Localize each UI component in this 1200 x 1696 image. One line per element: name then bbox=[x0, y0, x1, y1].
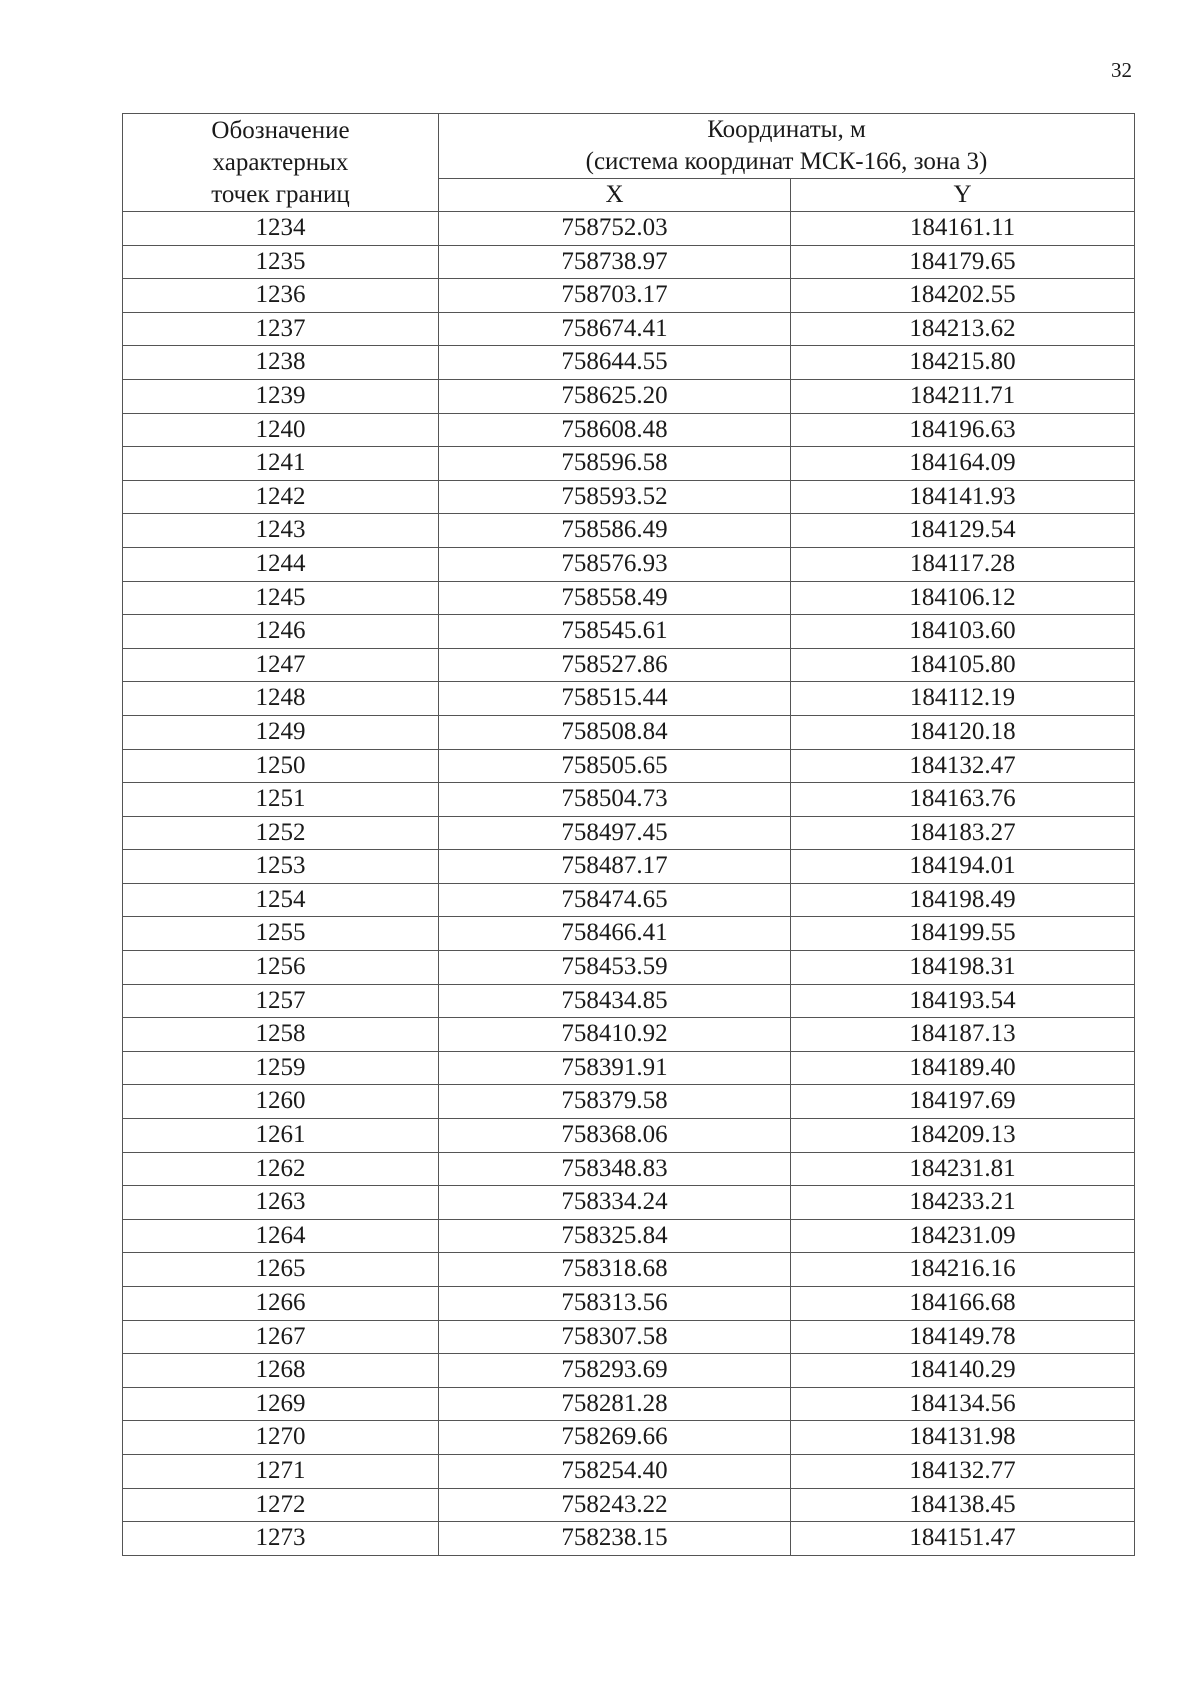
table-row bbox=[123, 514, 1135, 548]
y-coordinate-cell: 184233.21 bbox=[791, 1186, 1135, 1220]
point-header-line-2: характерных bbox=[212, 148, 349, 176]
table-row bbox=[123, 1320, 1135, 1354]
table-row bbox=[123, 346, 1135, 380]
coordinates-header-line-1: Координаты, м bbox=[707, 116, 866, 143]
y-coordinate-cell: 184194.01 bbox=[791, 850, 1135, 884]
point-id-cell: 1261 bbox=[123, 1119, 439, 1153]
y-column-header: Y bbox=[791, 179, 1135, 212]
y-coordinate-cell: 184106.12 bbox=[791, 581, 1135, 615]
table-row bbox=[123, 850, 1135, 884]
y-coordinate-cell: 184141.93 bbox=[791, 480, 1135, 514]
point-id-cell: 1270 bbox=[123, 1421, 439, 1455]
point-id-cell: 1264 bbox=[123, 1219, 439, 1253]
x-coordinate-cell: 758238.15 bbox=[439, 1522, 791, 1556]
table-row bbox=[123, 312, 1135, 346]
point-id-cell: 1272 bbox=[123, 1488, 439, 1522]
y-coordinate-cell: 184198.31 bbox=[791, 951, 1135, 985]
table-row bbox=[123, 749, 1135, 783]
y-coordinate-cell: 184187.13 bbox=[791, 1018, 1135, 1052]
table-row bbox=[123, 984, 1135, 1018]
table-row bbox=[123, 1253, 1135, 1287]
table-row bbox=[123, 783, 1135, 817]
point-id-cell: 1258 bbox=[123, 1018, 439, 1052]
x-coordinate-cell: 758410.92 bbox=[439, 1018, 791, 1052]
coordinates-header-line-2: (система координат МСК-166, зона 3) bbox=[585, 148, 988, 175]
table-row bbox=[123, 1287, 1135, 1321]
y-coordinate-cell: 184213.62 bbox=[791, 312, 1135, 346]
point-id-cell: 1268 bbox=[123, 1354, 439, 1388]
y-coordinate-cell: 184198.49 bbox=[791, 883, 1135, 917]
x-coordinate-cell: 758596.58 bbox=[439, 447, 791, 481]
y-coordinate-cell: 184197.69 bbox=[791, 1085, 1135, 1119]
page-number: 32 bbox=[1111, 58, 1132, 82]
point-id-cell: 1266 bbox=[123, 1287, 439, 1321]
point-header-line-3: точек границ bbox=[211, 180, 350, 208]
table-row bbox=[123, 581, 1135, 615]
point-id-cell: 1269 bbox=[123, 1387, 439, 1421]
point-id-cell: 1244 bbox=[123, 547, 439, 581]
x-coordinate-cell: 758586.49 bbox=[439, 514, 791, 548]
table-row bbox=[123, 883, 1135, 917]
table-row bbox=[123, 951, 1135, 985]
point-id-cell: 1260 bbox=[123, 1085, 439, 1119]
y-coordinate-cell: 184129.54 bbox=[791, 514, 1135, 548]
y-coordinate-cell: 184103.60 bbox=[791, 615, 1135, 649]
x-coordinate-cell: 758313.56 bbox=[439, 1287, 791, 1321]
table-row bbox=[123, 1018, 1135, 1052]
table-row bbox=[123, 379, 1135, 413]
x-coordinate-cell: 758593.52 bbox=[439, 480, 791, 514]
coordinates-header bbox=[439, 114, 1135, 179]
point-id-cell: 1257 bbox=[123, 984, 439, 1018]
x-coordinate-cell: 758505.65 bbox=[439, 749, 791, 783]
table-row bbox=[123, 1051, 1135, 1085]
x-coordinate-cell: 758434.85 bbox=[439, 984, 791, 1018]
x-coordinate-cell: 758254.40 bbox=[439, 1454, 791, 1488]
x-coordinate-cell: 758453.59 bbox=[439, 951, 791, 985]
table-row bbox=[123, 615, 1135, 649]
x-coordinate-cell: 758474.65 bbox=[439, 883, 791, 917]
point-id-cell: 1263 bbox=[123, 1186, 439, 1220]
y-coordinate-cell: 184161.11 bbox=[791, 212, 1135, 246]
table-row bbox=[123, 1454, 1135, 1488]
x-coordinate-cell: 758508.84 bbox=[439, 715, 791, 749]
table-row bbox=[123, 715, 1135, 749]
point-id-cell: 1251 bbox=[123, 783, 439, 817]
point-id-cell: 1234 bbox=[123, 212, 439, 246]
y-coordinate-cell: 184163.76 bbox=[791, 783, 1135, 817]
point-id-cell: 1248 bbox=[123, 682, 439, 716]
point-id-cell: 1243 bbox=[123, 514, 439, 548]
table-body bbox=[123, 212, 1135, 1556]
y-coordinate-cell: 184231.81 bbox=[791, 1152, 1135, 1186]
table-row bbox=[123, 1085, 1135, 1119]
x-column-header: X bbox=[439, 179, 791, 212]
x-coordinate-cell: 758752.03 bbox=[439, 212, 791, 246]
x-coordinate-cell: 758325.84 bbox=[439, 1219, 791, 1253]
x-coordinate-cell: 758515.44 bbox=[439, 682, 791, 716]
y-coordinate-cell: 184179.65 bbox=[791, 245, 1135, 279]
point-id-cell: 1241 bbox=[123, 447, 439, 481]
point-id-cell: 1259 bbox=[123, 1051, 439, 1085]
table-row bbox=[123, 1421, 1135, 1455]
y-coordinate-cell: 184216.16 bbox=[791, 1253, 1135, 1287]
x-coordinate-cell: 758487.17 bbox=[439, 850, 791, 884]
y-coordinate-cell: 184211.71 bbox=[791, 379, 1135, 413]
y-coordinate-cell: 184149.78 bbox=[791, 1320, 1135, 1354]
point-id-cell: 1262 bbox=[123, 1152, 439, 1186]
y-coordinate-cell: 184196.63 bbox=[791, 413, 1135, 447]
point-id-cell: 1238 bbox=[123, 346, 439, 380]
table-row bbox=[123, 816, 1135, 850]
x-coordinate-cell: 758379.58 bbox=[439, 1085, 791, 1119]
table-row bbox=[123, 413, 1135, 447]
x-coordinate-cell: 758625.20 bbox=[439, 379, 791, 413]
x-coordinate-cell: 758334.24 bbox=[439, 1186, 791, 1220]
y-coordinate-cell: 184209.13 bbox=[791, 1119, 1135, 1153]
y-coordinate-cell: 184117.28 bbox=[791, 547, 1135, 581]
point-id-cell: 1253 bbox=[123, 850, 439, 884]
y-coordinate-cell: 184131.98 bbox=[791, 1421, 1135, 1455]
table-row bbox=[123, 279, 1135, 313]
y-coordinate-cell: 184138.45 bbox=[791, 1488, 1135, 1522]
x-coordinate-cell: 758576.93 bbox=[439, 547, 791, 581]
table-row bbox=[123, 682, 1135, 716]
x-coordinate-cell: 758674.41 bbox=[439, 312, 791, 346]
point-id-cell: 1242 bbox=[123, 480, 439, 514]
y-coordinate-cell: 184193.54 bbox=[791, 984, 1135, 1018]
table-header-row bbox=[123, 114, 1135, 179]
x-coordinate-cell: 758307.58 bbox=[439, 1320, 791, 1354]
y-coordinate-cell: 184134.56 bbox=[791, 1387, 1135, 1421]
x-coordinate-cell: 758269.66 bbox=[439, 1421, 791, 1455]
table-row bbox=[123, 917, 1135, 951]
point-id-cell: 1249 bbox=[123, 715, 439, 749]
x-coordinate-cell: 758318.68 bbox=[439, 1253, 791, 1287]
table-row bbox=[123, 1488, 1135, 1522]
x-coordinate-cell: 758391.91 bbox=[439, 1051, 791, 1085]
y-coordinate-cell: 184164.09 bbox=[791, 447, 1135, 481]
x-coordinate-cell: 758348.83 bbox=[439, 1152, 791, 1186]
table-row bbox=[123, 1219, 1135, 1253]
x-coordinate-cell: 758466.41 bbox=[439, 917, 791, 951]
y-coordinate-cell: 184231.09 bbox=[791, 1219, 1135, 1253]
point-id-cell: 1246 bbox=[123, 615, 439, 649]
y-coordinate-cell: 184166.68 bbox=[791, 1287, 1135, 1321]
y-coordinate-cell: 184112.19 bbox=[791, 682, 1135, 716]
table-row bbox=[123, 1522, 1135, 1556]
x-coordinate-cell: 758545.61 bbox=[439, 615, 791, 649]
point-designation-header bbox=[123, 114, 439, 212]
point-header-line-1: Обозначение bbox=[211, 116, 350, 144]
table-row bbox=[123, 1354, 1135, 1388]
x-coordinate-cell: 758738.97 bbox=[439, 245, 791, 279]
y-coordinate-cell: 184199.55 bbox=[791, 917, 1135, 951]
y-coordinate-cell: 184105.80 bbox=[791, 648, 1135, 682]
y-coordinate-cell: 184120.18 bbox=[791, 715, 1135, 749]
x-coordinate-cell: 758644.55 bbox=[439, 346, 791, 380]
point-id-cell: 1235 bbox=[123, 245, 439, 279]
x-coordinate-cell: 758703.17 bbox=[439, 279, 791, 313]
table-row bbox=[123, 1152, 1135, 1186]
point-id-cell: 1267 bbox=[123, 1320, 439, 1354]
point-id-cell: 1247 bbox=[123, 648, 439, 682]
y-coordinate-cell: 184132.47 bbox=[791, 749, 1135, 783]
y-coordinate-cell: 184215.80 bbox=[791, 346, 1135, 380]
x-coordinate-cell: 758504.73 bbox=[439, 783, 791, 817]
y-coordinate-cell: 184151.47 bbox=[791, 1522, 1135, 1556]
x-coordinate-cell: 758527.86 bbox=[439, 648, 791, 682]
x-coordinate-cell: 758243.22 bbox=[439, 1488, 791, 1522]
y-coordinate-cell: 184189.40 bbox=[791, 1051, 1135, 1085]
point-id-cell: 1255 bbox=[123, 917, 439, 951]
table-row bbox=[123, 648, 1135, 682]
y-coordinate-cell: 184202.55 bbox=[791, 279, 1135, 313]
point-id-cell: 1273 bbox=[123, 1522, 439, 1556]
table-row bbox=[123, 1119, 1135, 1153]
table-row bbox=[123, 547, 1135, 581]
x-coordinate-cell: 758281.28 bbox=[439, 1387, 791, 1421]
x-coordinate-cell: 758293.69 bbox=[439, 1354, 791, 1388]
table-row bbox=[123, 447, 1135, 481]
x-coordinate-cell: 758368.06 bbox=[439, 1119, 791, 1153]
table-row bbox=[123, 1186, 1135, 1220]
table-row bbox=[123, 212, 1135, 246]
y-coordinate-cell: 184183.27 bbox=[791, 816, 1135, 850]
point-id-cell: 1240 bbox=[123, 413, 439, 447]
y-coordinate-cell: 184140.29 bbox=[791, 1354, 1135, 1388]
table-row bbox=[123, 245, 1135, 279]
x-coordinate-cell: 758497.45 bbox=[439, 816, 791, 850]
x-coordinate-cell: 758608.48 bbox=[439, 413, 791, 447]
point-id-cell: 1256 bbox=[123, 951, 439, 985]
point-id-cell: 1236 bbox=[123, 279, 439, 313]
table-row bbox=[123, 480, 1135, 514]
point-id-cell: 1271 bbox=[123, 1454, 439, 1488]
table-row bbox=[123, 1387, 1135, 1421]
coordinates-table bbox=[122, 113, 1135, 1556]
point-id-cell: 1254 bbox=[123, 883, 439, 917]
point-id-cell: 1245 bbox=[123, 581, 439, 615]
point-id-cell: 1265 bbox=[123, 1253, 439, 1287]
x-coordinate-cell: 758558.49 bbox=[439, 581, 791, 615]
point-id-cell: 1237 bbox=[123, 312, 439, 346]
y-coordinate-cell: 184132.77 bbox=[791, 1454, 1135, 1488]
point-id-cell: 1250 bbox=[123, 749, 439, 783]
point-id-cell: 1239 bbox=[123, 379, 439, 413]
point-id-cell: 1252 bbox=[123, 816, 439, 850]
